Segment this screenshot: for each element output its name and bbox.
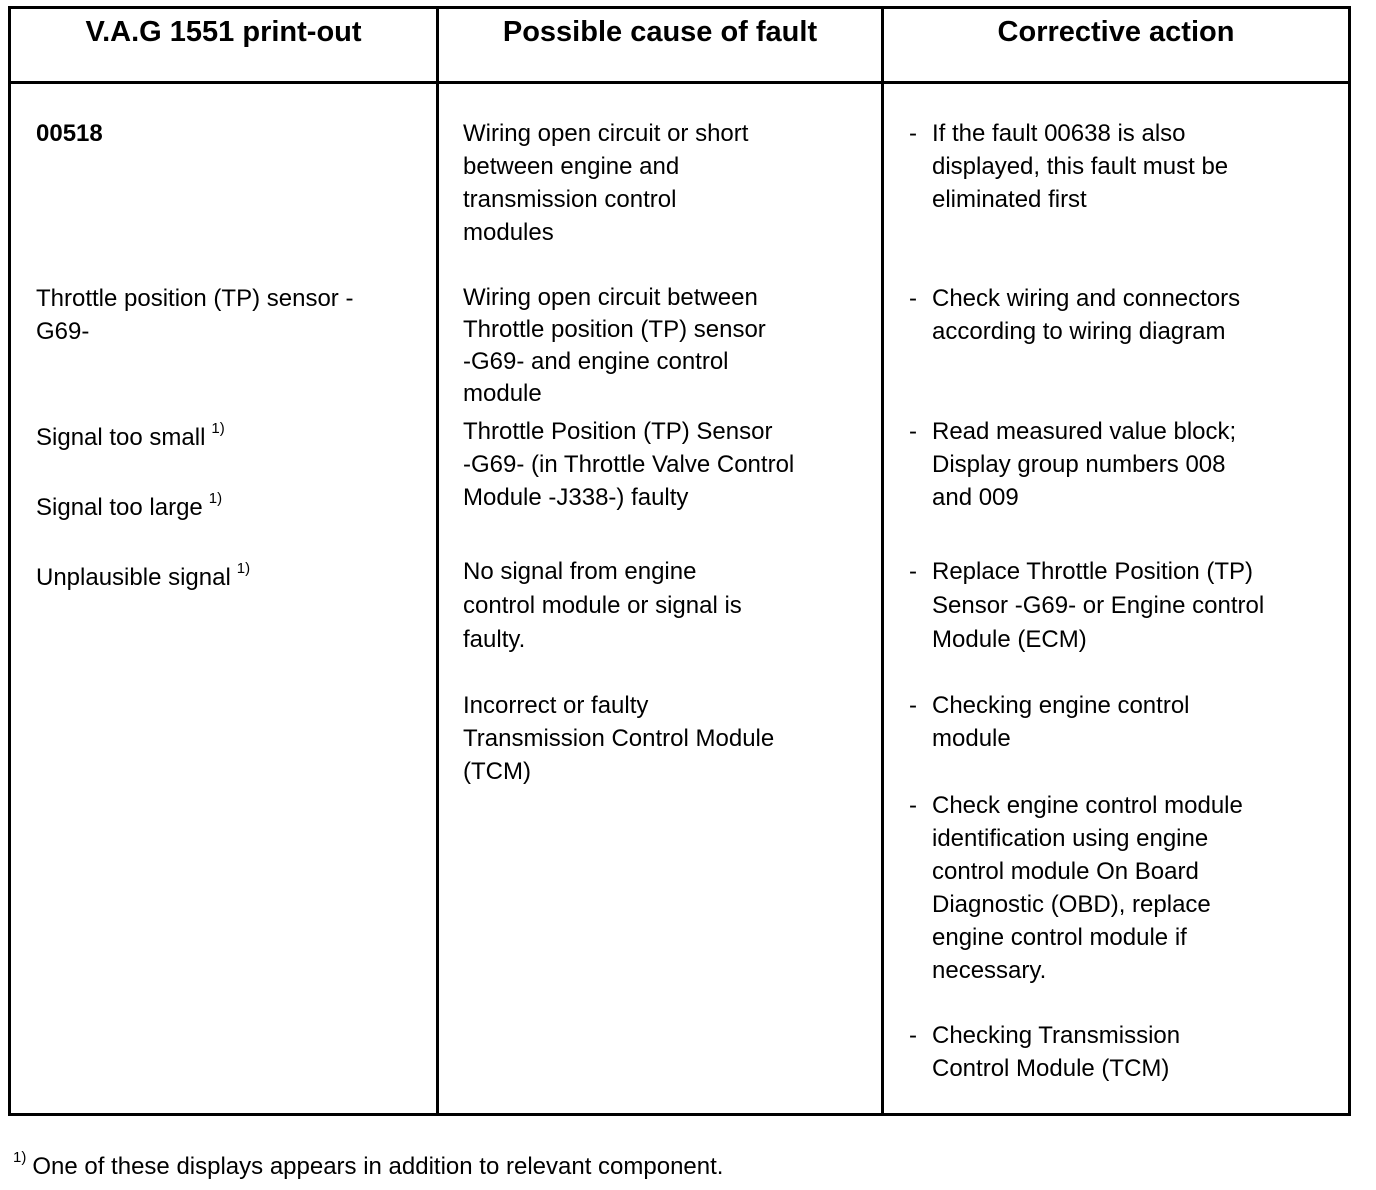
cause-line: -G69- (in Throttle Valve Control [463,451,795,478]
bullet-dash: - [909,1022,917,1049]
signal-label: Unplausible signal [36,564,231,591]
cause-item [463,117,748,249]
action-text [932,789,1243,987]
component-line: G69- [36,318,90,345]
cause-line: No signal from engine [463,558,697,585]
footnote [13,1150,723,1186]
action-text [932,117,1228,216]
signal-too-large [36,491,222,527]
action-line: Checking engine control [932,692,1190,719]
footnote-text: One of these displays appears in addition to relevant component. [32,1153,724,1180]
action-line: displayed, this fault must be [932,153,1229,180]
cause-line: Wiring open circuit between [463,284,758,311]
action-item [909,555,1264,657]
footnote-mark: 1) [13,1149,27,1166]
action-line: Control Module (TCM) [932,1055,1170,1082]
cause-item [463,555,742,657]
cause-line: (TCM) [463,758,531,785]
action-item [909,1019,1180,1085]
action-line: Diagnostic (OBD), replace [932,891,1211,918]
signal-label: Signal too large [36,494,203,521]
bullet-dash: - [909,285,917,312]
cause-line: Wiring open circuit or short [463,120,749,147]
cause-line: between engine and [463,153,680,180]
action-line: Check engine control module [932,792,1243,819]
action-line: Module (ECM) [932,626,1087,653]
action-line: Check wiring and connectors [932,285,1241,312]
component-line: Throttle position (TP) sensor - [36,285,354,312]
action-line: and 009 [932,484,1019,511]
cause-item [463,415,794,514]
action-line: identification using engine [932,825,1209,852]
footnote-ref: 1) [211,420,225,437]
action-text [932,689,1190,755]
component-name [36,282,353,348]
cause-item [463,689,774,788]
column-divider-2 [881,9,884,1113]
bullet-dash: - [909,692,917,719]
signal-unplausible [36,561,250,597]
action-item [909,689,1190,755]
signal-label: Signal too small [36,424,206,451]
action-line: necessary. [932,957,1047,984]
header-divider [11,81,1348,84]
cause-line: -G69- and engine control [463,348,729,375]
action-line: control module On Board [932,858,1199,885]
action-line: module [932,725,1011,752]
footnote-ref: 1) [236,560,251,577]
action-line: eliminated first [932,186,1087,213]
cause-line: Transmission Control Module [463,725,775,752]
cause-line: module [463,380,542,407]
bullet-dash: - [909,120,917,147]
footnote-ref: 1) [208,490,223,507]
fault-table [8,6,1351,1116]
action-item [909,282,1240,348]
cause-line: Module -J338-) faulty [463,484,689,511]
action-text [932,1019,1180,1085]
action-line: Checking Transmission [932,1022,1181,1049]
cause-line: modules [463,219,554,246]
action-line: engine control module if [932,924,1187,951]
column-divider-1 [436,9,439,1113]
fault-code: 00518 [36,120,103,147]
action-item [909,415,1236,514]
cause-line: transmission control [463,186,677,213]
action-line: Read measured value block; [932,418,1237,445]
action-text [932,555,1264,657]
bullet-dash: - [909,558,917,585]
action-item [909,789,1243,987]
cause-item [463,282,766,410]
cause-line: faulty. [463,626,526,653]
action-line: Sensor -G69- or Engine control [932,592,1265,619]
header-printout: V.A.G 1551 print-out [85,16,362,48]
action-item [909,117,1228,216]
action-line: Replace Throttle Position (TP) [932,558,1254,585]
bullet-dash: - [909,792,917,819]
action-line: If the fault 00638 is also [932,120,1186,147]
action-text [932,415,1236,514]
action-text [932,282,1240,348]
cause-line: Throttle position (TP) sensor [463,316,766,343]
action-line: Display group numbers 008 [932,451,1226,478]
signal-too-small [36,421,225,457]
header-corrective-action: Corrective action [997,16,1235,48]
cause-line: control module or signal is [463,592,742,619]
header-possible-cause: Possible cause of fault [502,16,818,48]
action-line: according to wiring diagram [932,318,1226,345]
bullet-dash: - [909,418,917,445]
cause-line: Throttle Position (TP) Sensor [463,418,773,445]
cause-line: Incorrect or faulty [463,692,649,719]
